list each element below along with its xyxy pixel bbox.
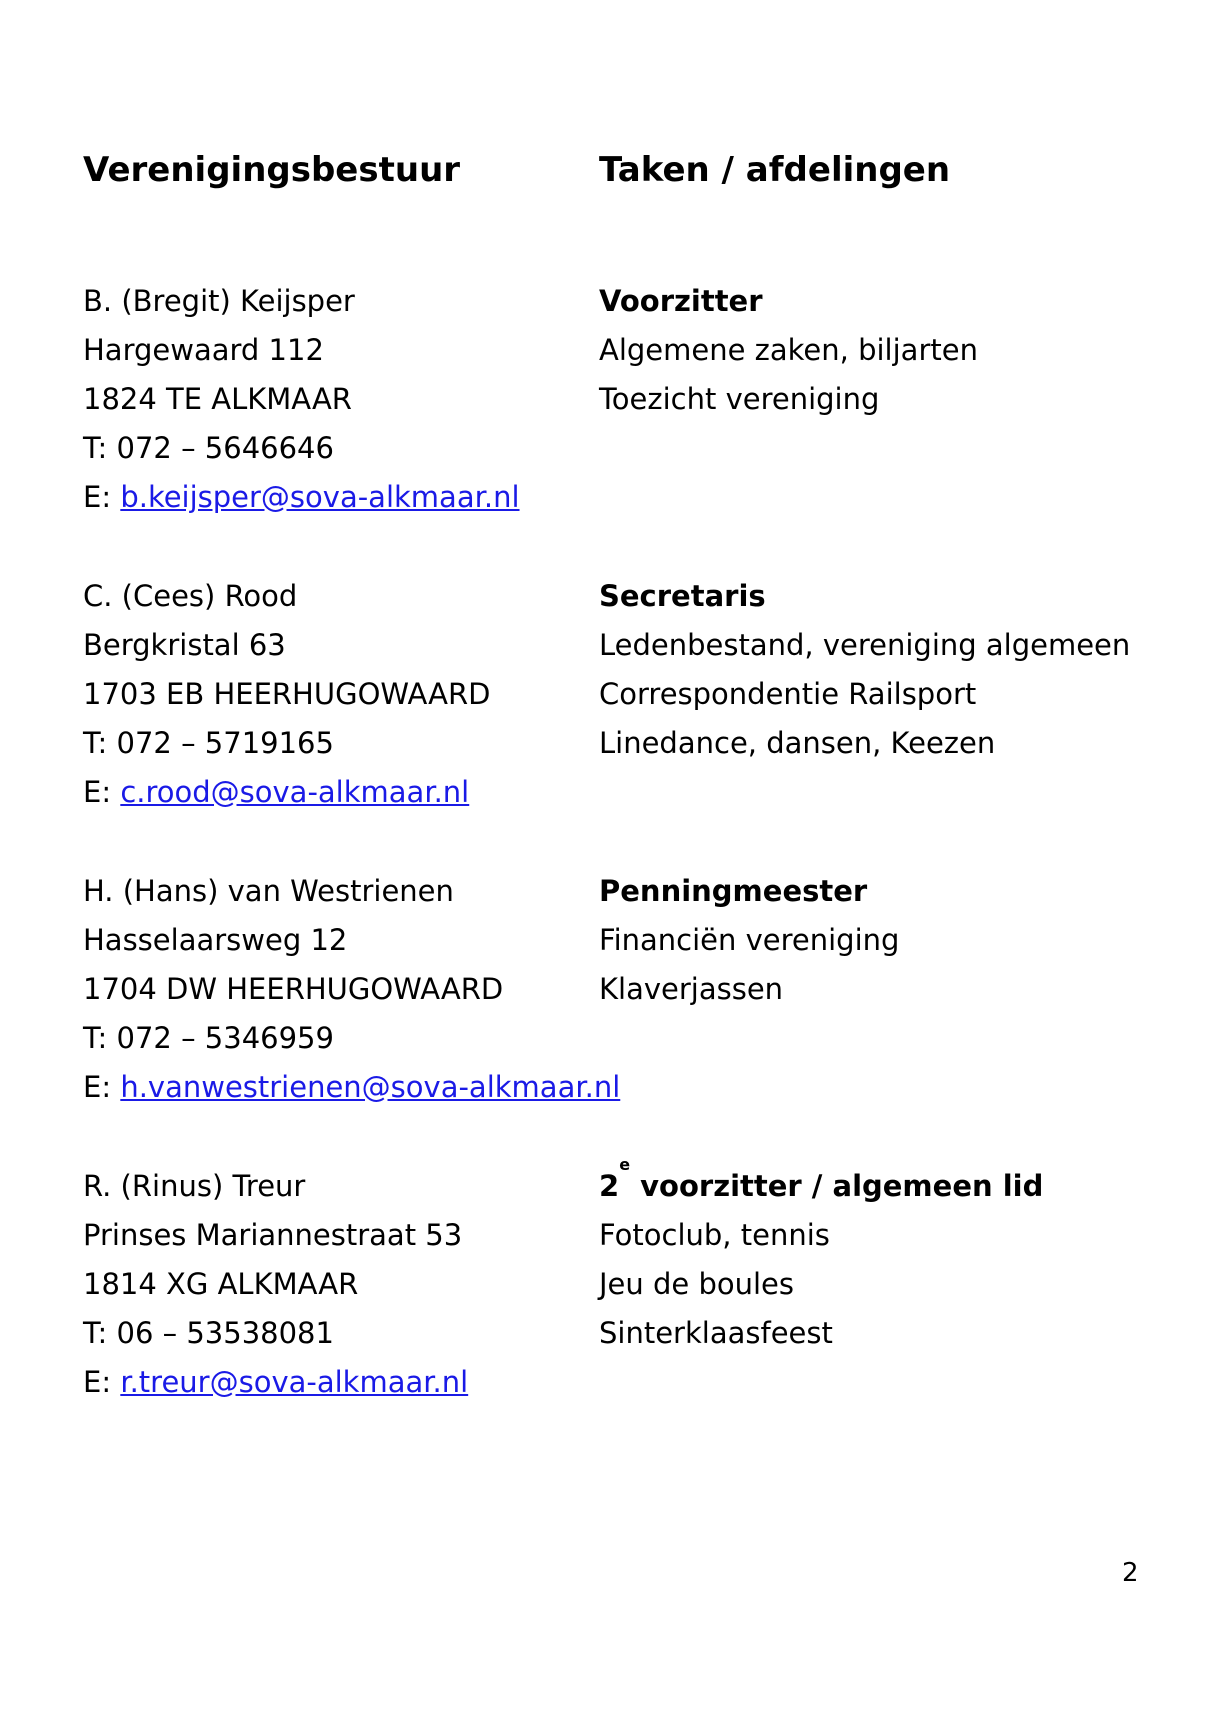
member-phone: T: 072 – 5646646	[83, 430, 334, 465]
member-phone: T: 072 – 5719165	[83, 725, 334, 760]
page-number: 2	[1122, 1558, 1139, 1588]
email-prefix: E:	[83, 1069, 121, 1104]
member-role: Secretaris	[599, 578, 766, 613]
member-street: Bergkristal 63	[83, 627, 286, 662]
member-name: H. (Hans) van Westrienen	[83, 873, 454, 908]
member-task: Toezicht vereniging	[599, 381, 880, 416]
member-task: Fotoclub, tennis	[599, 1217, 830, 1252]
member-task: Financiën vereniging	[599, 922, 900, 957]
member-block-keijsper	[83, 276, 1183, 521]
member-phone: T: 06 – 53538081	[83, 1315, 334, 1350]
email-link[interactable]: c.rood@sova-alkmaar.nl	[120, 774, 470, 809]
member-city: 1824 TE ALKMAAR	[83, 381, 352, 416]
member-task: Sinterklaasfeest	[599, 1315, 833, 1350]
email-link[interactable]: b.keijsper@sova-alkmaar.nl	[120, 479, 520, 514]
member-role: Voorzitter	[599, 283, 763, 318]
member-street: Prinses Mariannestraat 53	[83, 1217, 463, 1252]
member-phone: T: 072 – 5346959	[83, 1020, 334, 1055]
email-prefix: E:	[83, 774, 121, 809]
member-city: 1704 DW HEERHUGOWAARD	[83, 971, 504, 1006]
role-ordinal: 2	[599, 1168, 620, 1203]
member-block-rood	[83, 571, 1183, 816]
email-prefix: E:	[83, 1364, 121, 1399]
member-task: Klaverjassen	[599, 971, 784, 1006]
member-email-line	[83, 480, 599, 514]
member-email-line	[83, 775, 599, 809]
role-text: voorzitter / algemeen lid	[630, 1168, 1044, 1203]
member-task: Algemene zaken, biljarten	[599, 332, 978, 367]
member-city: 1703 EB HEERHUGOWAARD	[83, 676, 491, 711]
email-link[interactable]: r.treur@sova-alkmaar.nl	[120, 1364, 469, 1399]
member-city: 1814 XG ALKMAAR	[83, 1266, 359, 1301]
heading-taken-afdelingen: Taken / afdelingen	[599, 150, 951, 190]
member-name: R. (Rinus) Treur	[83, 1168, 306, 1203]
member-block-van-westrienen	[83, 866, 1183, 1111]
member-name: B. (Bregit) Keijsper	[83, 283, 355, 318]
member-task: Ledenbestand, vereniging algemeen	[599, 627, 1131, 662]
member-role	[599, 1154, 1044, 1203]
member-block-treur	[83, 1154, 1183, 1406]
member-email-line	[83, 1365, 599, 1399]
member-role: Penningmeester	[599, 873, 868, 908]
member-email-line	[83, 1069, 621, 1104]
role-ordinal-suffix: e	[619, 1154, 631, 1174]
member-task: Correspondentie Railsport	[599, 676, 977, 711]
email-link[interactable]: h.vanwestrienen@sova-alkmaar.nl	[120, 1069, 621, 1104]
member-street: Hasselaarsweg 12	[83, 922, 348, 957]
member-name: C. (Cees) Rood	[83, 578, 298, 613]
member-task: Jeu de boules	[599, 1266, 794, 1301]
member-task: Linedance, dansen, Keezen	[599, 725, 996, 760]
heading-verenigingsbestuur: Verenigingsbestuur	[83, 150, 461, 190]
member-street: Hargewaard 112	[83, 332, 324, 367]
email-prefix: E:	[83, 479, 121, 514]
